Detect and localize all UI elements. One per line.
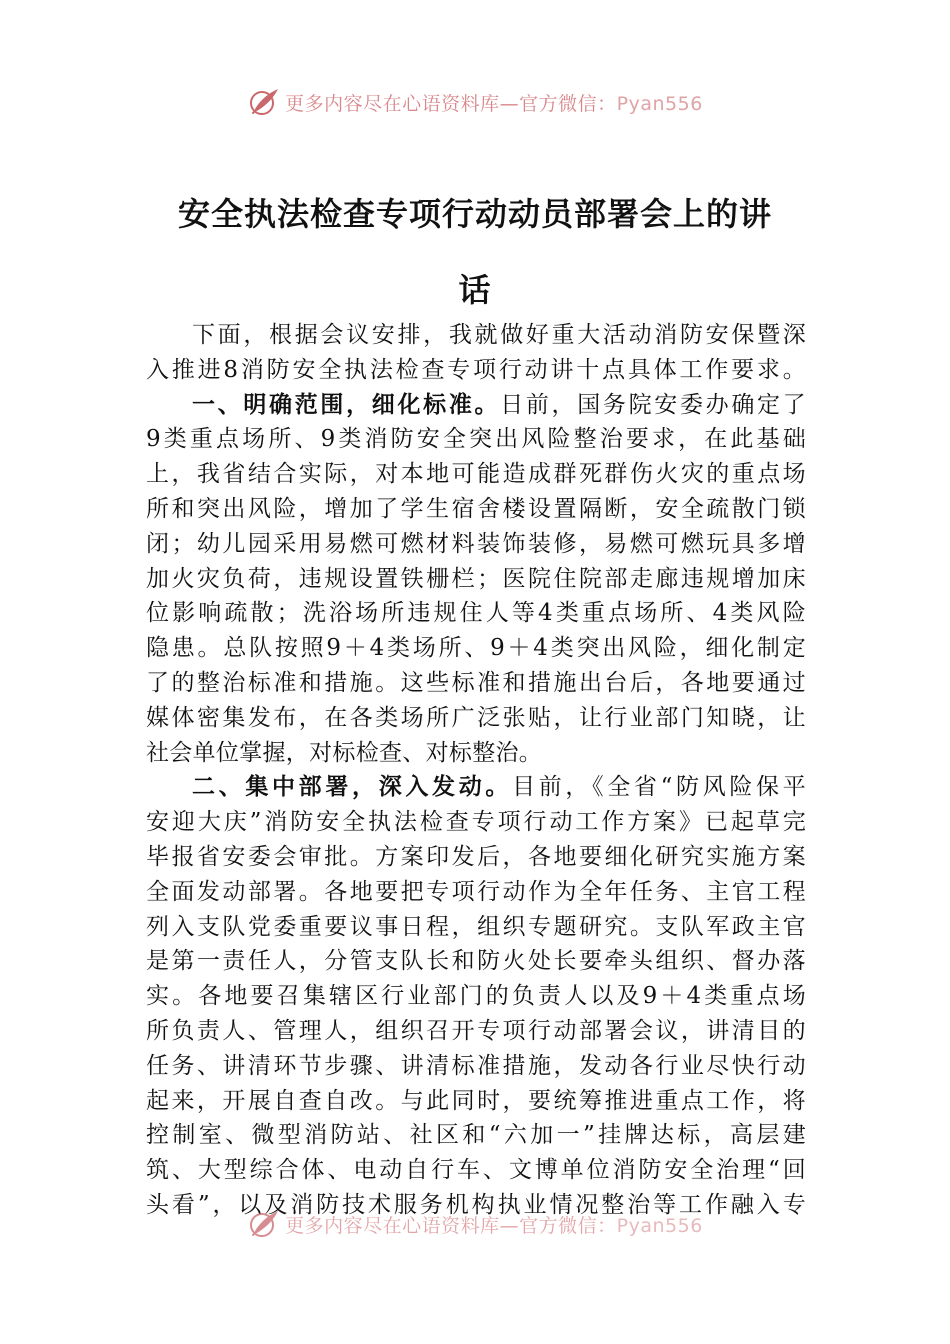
body-line: 安迎大庆”消防安全执法检查专项行动工作方案》已起草完 — [146, 809, 806, 836]
quill-logo-icon — [247, 85, 281, 119]
body-line: 毕报省安委会审批。方案印发后，各地要细化研究实施方案 — [146, 843, 806, 870]
body-line: 头看”，以及消防技术服务机构执业情况整治等工作融入专 — [146, 1191, 806, 1218]
quill-logo-icon — [247, 1207, 281, 1241]
body-line: 列入支队党委重要议事日程，组织专题研究。支队军政主官 — [146, 913, 806, 940]
watermark-header — [0, 82, 950, 122]
document-body — [146, 318, 806, 1223]
body-line: 所和突出风险，增加了学生宿舍楼设置隔断，安全疏散门锁 — [146, 495, 806, 522]
watermark-text: 更多内容尽在心语资料库—官方微信：Pyan556 — [285, 1214, 703, 1237]
title-line-2: 话 — [458, 271, 492, 309]
body-line: 控制室、微型消防站、社区和“六加一”挂牌达标，高层建 — [146, 1122, 806, 1149]
body-line: 任务、讲清环节步骤、讲清标准措施，发动各行业尽快行动 — [146, 1052, 806, 1079]
body-line: 是第一责任人，分管支队长和防火处长要牵头组织、督办落 — [146, 948, 806, 975]
title-line-1: 安全执法检查专项行动动员部署会上的讲 — [177, 195, 772, 233]
body-line: 了的整治标准和措施。这些标准和措施出台后，各地要通过 — [146, 669, 806, 696]
body-line: 加火灾负荷，违规设置铁栅栏；医院住院部走廊违规增加床 — [146, 565, 806, 592]
watermark-text: 更多内容尽在心语资料库—官方微信：Pyan556 — [285, 92, 703, 115]
body-line: 起来，开展自查自改。与此同时，要统筹推进重点工作，将 — [146, 1087, 806, 1114]
section-heading-2: 二、集中部署，深入发动。 — [192, 774, 513, 801]
wechat-id: Pyan556 — [616, 1214, 703, 1237]
body-line: 9类重点场所、9类消防安全突出风险整治要求，在此基础 — [146, 426, 806, 453]
body-line: 下面，根据会议安排，我就做好重大活动消防安保暨深 — [192, 322, 806, 348]
body-line: 闭；幼儿园采用易燃可燃材料装饰装修，易燃可燃玩具多增 — [146, 530, 806, 557]
section-heading-1: 一、明确范围，细化标准。 — [192, 391, 501, 418]
wechat-id: Pyan556 — [616, 92, 703, 115]
body-line: 全面发动部署。各地要把专项行动作为全年任务、主官工程 — [146, 878, 806, 905]
body-line: 一、明确范围，细化标准。日前，国务院安委办确定了 — [192, 391, 806, 418]
body-line: 上，我省结合实际，对本地可能造成群死群伤火灾的重点场 — [146, 461, 806, 488]
body-line: 筑、大型综合体、电动自行车、文博单位消防安全治理“回 — [146, 1157, 806, 1184]
body-line: 实。各地要召集辖区行业部门的负责人以及9＋4类重点场 — [146, 983, 806, 1010]
body-line: 隐患。总队按照9＋4类场所、9＋4类突出风险，细化制定 — [146, 635, 806, 662]
body-line: 二、集中部署，深入发动。目前，《全省“防风险保平 — [192, 774, 807, 801]
body-line: 社会单位掌握，对标检查、对标整治。 — [146, 739, 543, 766]
body-line: 位影响疏散；洗浴场所违规住人等4类重点场所、4类风险 — [146, 600, 806, 627]
body-line: 媒体密集发布，在各类场所广泛张贴，让行业部门知晓，让 — [146, 704, 806, 731]
body-line: 所负责人、管理人，组织召开专项行动部署会议，讲清目的 — [146, 1017, 806, 1044]
body-line: 入推进8消防安全执法检查专项行动讲十点具体工作要求。 — [146, 356, 806, 383]
document-title — [140, 176, 810, 328]
watermark-footer — [0, 1204, 950, 1244]
